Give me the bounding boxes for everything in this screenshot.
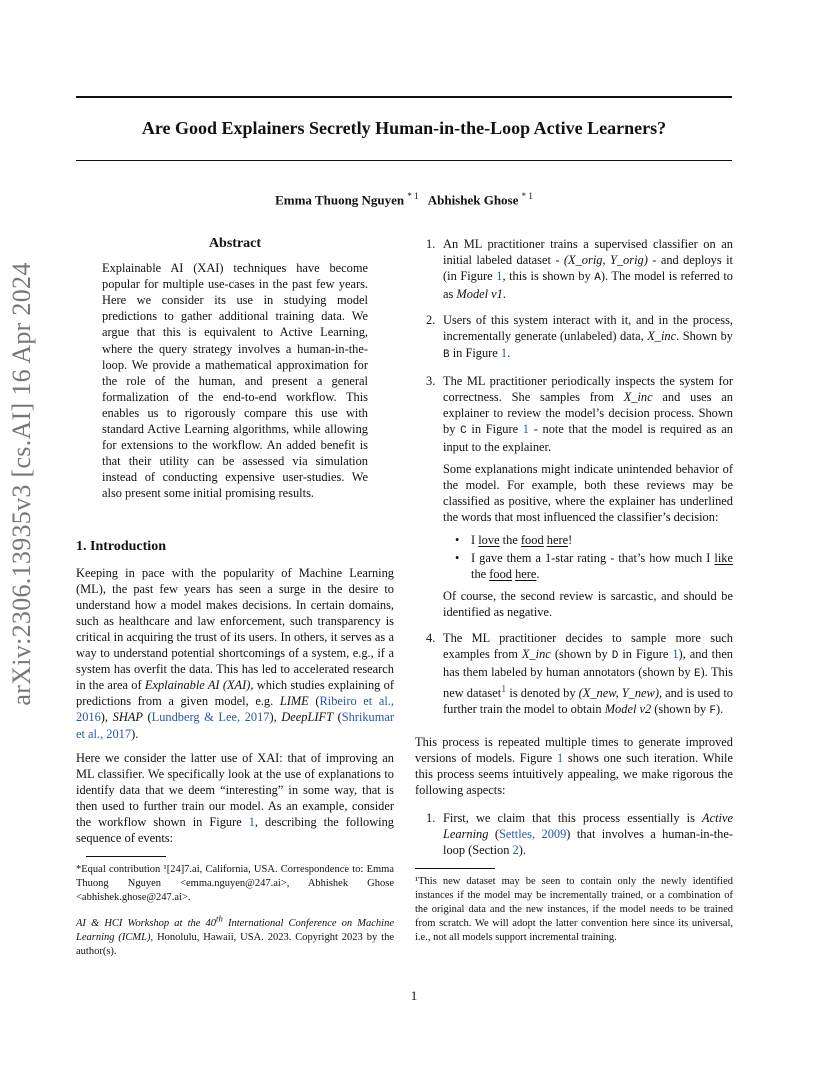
author-name: Abhishek Ghose xyxy=(427,192,519,208)
figure-link[interactable]: 1 xyxy=(248,815,255,829)
author-name: Emma Thuong Nguyen xyxy=(275,192,405,208)
list-item: 2. Users of this system interact with it, and in the process, incrementally generate (unlabeled) data, X_inc. Shown by B in Figure 1. xyxy=(426,313,734,361)
intro-paragraph-1: Keeping in pace with the popularity of Machine Learning (ML), the past few years has seen a surge in the desire to understand how a model makes decisions. In certain domains, such as healthcare and law enforcement, such transparency is critical in acquiring the trust of its users. In others, it serves as a way to understand potential shortcomings of a system, e.g., if a system has overfit the data. This has led to accelerated research in the area of Explainable AI (XAI), which studies explaining of predictions from a given model, e.g. LIME (Ribeiro et al., 2016), SHAP (Lundberg & Lee, 2017), DeepLIFT (Shrikumar et al., 2017). xyxy=(76,565,395,741)
section-link[interactable]: 2 xyxy=(512,843,519,858)
section-heading-introduction: 1. Introduction xyxy=(76,538,166,554)
figure-link[interactable]: 1 xyxy=(522,421,529,436)
left-column xyxy=(76,236,394,965)
figure-link[interactable]: 1 xyxy=(500,345,508,360)
process-paragraph: This process is repeated multiple times to generate improved versions of models. Figure 1 shows one such iteration. While this process seems intuitively appealing, we make rigorous the following aspects: xyxy=(415,734,733,797)
author-marks: * 1 xyxy=(521,191,533,201)
list-item: 1. An ML practitioner trains a supervised classifier on an initial labeled dataset - (X_orig, Y_orig) - and deploys it (in Figure 1, this is shown by A). The model is referred to as Model v1. xyxy=(426,237,733,302)
figure-link[interactable]: 1 xyxy=(672,647,679,662)
figure-link[interactable]: 1 xyxy=(556,750,564,765)
title-rule-bottom xyxy=(76,160,732,161)
footnote-workshop: AI & HCI Workshop at the 40th International Conference on Machine Learning (ICML), Honolulu, Hawaii, USA. 2023. Copyright 2023 by the author(s). xyxy=(76,913,394,957)
aspects-list xyxy=(415,810,733,858)
workflow-steps xyxy=(415,236,733,720)
list-item: 1. First, we claim that this process essentially is Active Learning (Settles, 2009) that involves a human-in-the-loop (Section 2). xyxy=(426,810,733,858)
footnote-link[interactable]: 1 xyxy=(501,684,507,696)
intro-paragraph-2: Here we consider the latter use of XAI: that of improving an ML classifier. We specifically look at the use of explanations to identify data that we deem “interesting” in some way, that is then used to further train our model. As an example, consider the workflow shown in Figure 1, describing the following sequence of events: xyxy=(76,750,394,846)
author-list xyxy=(76,191,732,208)
explanation-paragraph: Some explanations might indicate unintended behavior of the model. For example, both these reviews may be classified as positive, where the explainer has underlined the words that most influenced the classifier’s decision: xyxy=(443,462,733,525)
list-item: 3. The ML practitioner periodically inspects the system for correctness. She samples from X_inc and uses an explainer to review the model’s decision process. Shown by C in Figure 1 - note that the model is required as an input to the explainer. Some explanations might indicate unintended behavior of the model. For example, both these reviews may be classified as positive, where the explainer has underlined the words that most influenced the classifier’s decision: • I love the food here! • I gave them a 1-star rating - that’s how much I like the food here. Of course, the second review is sarcastic, and should be identified as negative. xyxy=(426,373,733,619)
footnote-affiliations: *Equal contribution ¹[24]7.ai, California, USA. Correspondence to: Emma Thuong Nguyen <emma.nguyen@247.ai>, Abhishek Ghose <abhishek.ghose@247.ai>. xyxy=(76,864,394,904)
citation-link[interactable]: Ribeiro et al., 2016 xyxy=(76,694,394,725)
review-examples xyxy=(443,532,733,582)
citation-link[interactable]: Lundberg & Lee, 2017 xyxy=(151,710,270,725)
paper-title: Are Good Explainers Secretly Human-in-the-Loop Active Learners? xyxy=(141,118,667,138)
arxiv-identifier: arXiv:2306.13935v3 [cs.AI] 16 Apr 2024 xyxy=(7,262,36,706)
author-marks: * 1 xyxy=(407,191,419,201)
review-example: • I gave them a 1-star rating - that’s how much I like the food here. xyxy=(455,550,733,581)
sarcasm-note: Of course, the second review is sarcastic, and should be identified as negative. xyxy=(443,588,733,619)
footnote-dataset: ¹This new dataset may be seen to contain only the newly identified instances if the model may be incrementally trained, or a combination of the original data and the new instances, if the model needs to be trained from scratch. We will adopt the latter convention here since its universal, i.e., not all models support incremental training. xyxy=(415,876,733,944)
citation-link[interactable]: Settles, 2009 xyxy=(498,827,567,842)
review-example: • I love the food here! xyxy=(455,532,573,547)
list-item: 4. The ML practitioner decides to sample more such examples from X_inc (shown by D in Figure 1), and then has them labeled by human annotators (shown by E). This new dataset$^1$ is denoted by (X_new, Y_new), and is used to further train the model to obtain Model v2 (shown by F). xyxy=(426,630,734,718)
abstract-text: Explainable AI (XAI) techniques have become popular for multiple use-cases in the past few years. Here we consider its use in studying model predictions to gather additional training data. We argue that this is equivalent to Active Learning, where the query strategy involves a human-in-the-loop. We provide a mathematical approximation for the role of the human, and present a general formalization of the end-to-end workflow. This enables us to rigorously compare this use with standard Active Learning algorithms, while allowing for extensions to the workflow. An added benefit is that their utility can be assessed via simulation instead of conducting expensive user-studies. We also present some initial promising results. xyxy=(102,261,368,501)
page-number: 1 xyxy=(410,988,418,1003)
footnote-rule xyxy=(86,856,166,857)
citation-link[interactable]: Shrikumar et al., 2017 xyxy=(76,710,395,741)
title-rule-top xyxy=(76,96,732,98)
figure-link[interactable]: 1 xyxy=(496,269,503,284)
abstract-heading: Abstract xyxy=(208,236,262,251)
right-column xyxy=(415,236,733,951)
footnote-rule xyxy=(415,868,495,869)
